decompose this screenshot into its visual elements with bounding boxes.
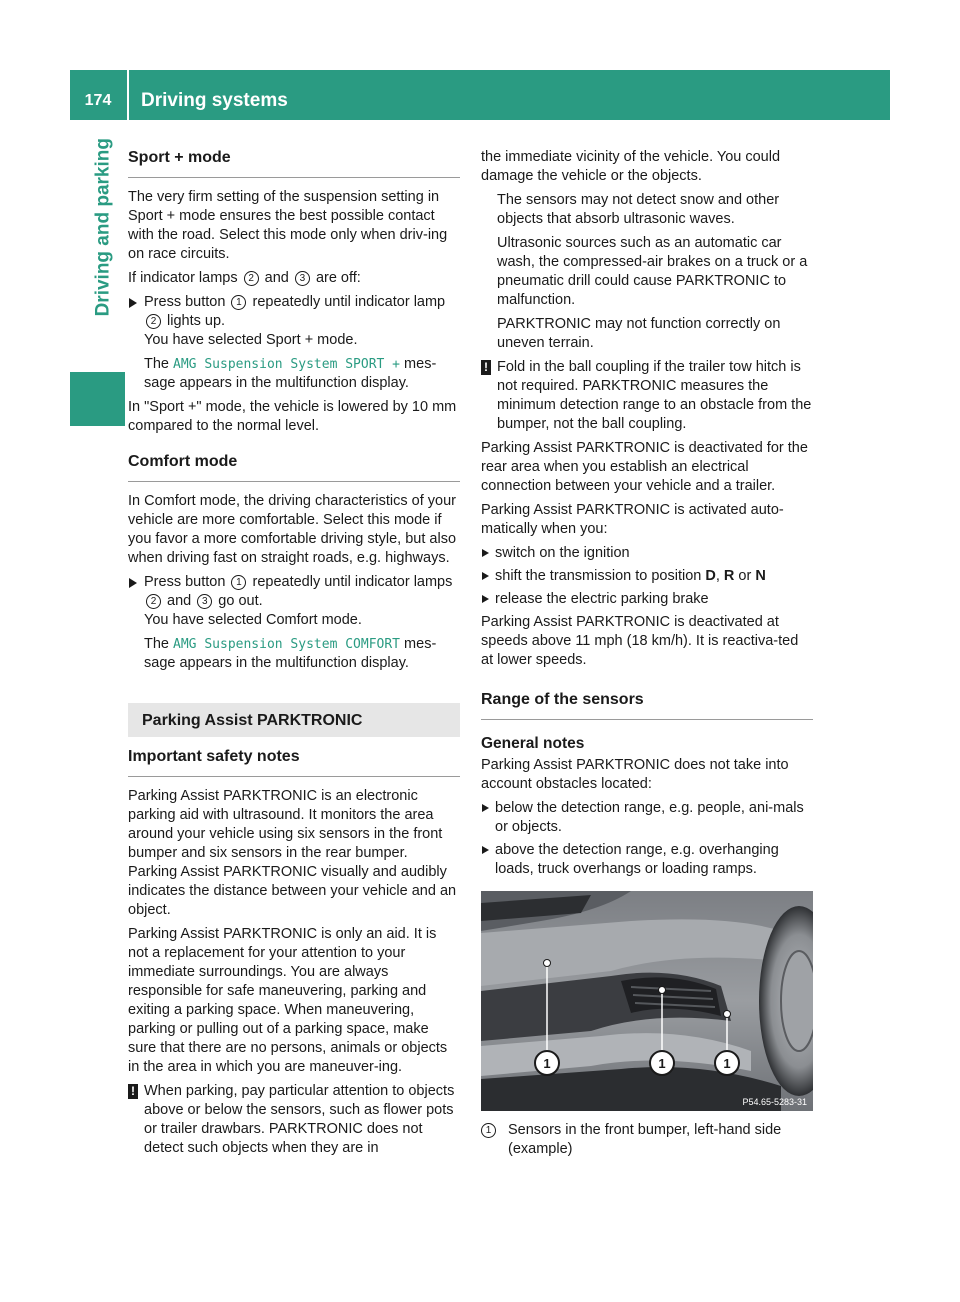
left-column	[128, 148, 460, 1163]
parktronic-section-band: Parking Assist PARKTRONIC	[128, 703, 460, 737]
safety-notes-p1: Parking Assist PARKTRONIC is an electronic parking aid with ultrasound. It monitors the area around your vehicle using six sensors in the front bumper and six sensors in the rear bumper. Parking Assist PARKTRONIC visually and audibly indicates the distance between your vehicle and an object.	[128, 788, 457, 918]
callout-1-icon: 1	[481, 1123, 496, 1138]
sport-mode-heading: Sport + mode	[128, 148, 460, 178]
warning-text: When parking, pay particular attention to objects above or below the sensors, such as flower pots or trailer drawbars. PARKTRONIC does not detect such objects when they are in	[144, 1083, 455, 1156]
speed-note: Parking Assist PARKTRONIC is deactivated at speeds above 11 mph (18 km/h). It is reactiva-ted at lower speeds.	[481, 614, 799, 668]
figure-code: P54.65-5283-31	[742, 1097, 807, 1107]
text: mes-sage appears in the multifunction display.	[144, 636, 437, 671]
comfort-mode-description: In Comfort mode, the driving characteristics of your vehicle are more comfortable. Select this mode if you favor a more comfortable driving style, but also when driving fast on straight roads, e.g. highways.	[128, 493, 457, 566]
text: and	[264, 270, 289, 286]
text: The	[144, 636, 169, 652]
safety-warning	[128, 1082, 460, 1158]
page-number: 174	[84, 92, 112, 109]
callout-1-icon: 1	[231, 295, 246, 310]
text: repeatedly until indicator lamps	[252, 574, 453, 590]
callout-1-badge	[535, 1051, 559, 1075]
callout-1-badge	[650, 1051, 674, 1075]
text: mes-sage appears in the multifunction display.	[144, 356, 437, 391]
safety-notes-heading: Important safety notes	[128, 747, 460, 777]
bumper-sensor-photo	[481, 891, 813, 1111]
callout-3-icon: 3	[197, 594, 212, 609]
callout-3-icon: 3	[295, 271, 310, 286]
text: The	[144, 356, 169, 372]
page-header	[70, 70, 890, 120]
text: repeatedly until indicator lamp	[252, 294, 446, 310]
callout-1-icon: 1	[231, 575, 246, 590]
display-message: AMG Suspension System SPORT +	[173, 357, 401, 372]
list-item: release the electric parking brake	[481, 590, 813, 609]
callout-1-badge	[715, 1051, 739, 1075]
callout-2-icon: 2	[244, 271, 259, 286]
auto-activation: Parking Assist PARKTRONIC is activated auto-matically when you:	[481, 502, 784, 537]
comfort-mode-step	[128, 573, 460, 630]
text: and	[167, 593, 192, 609]
callout-label: 1	[723, 1056, 731, 1071]
caption-text: Sensors in the front bumper, left-hand side (example)	[508, 1122, 782, 1157]
list-item: switch on the ignition	[481, 544, 813, 563]
text: Press button	[144, 294, 226, 310]
callout-label: 1	[543, 1056, 551, 1071]
gear-d: D	[705, 568, 716, 584]
text: shift the transmission to position	[495, 568, 702, 584]
callout-2-icon: 2	[146, 594, 161, 609]
right-column	[481, 148, 813, 1159]
side-tab-text: Driving and parking	[92, 138, 113, 317]
terrain-note: PARKTRONIC may not function correctly on uneven terrain.	[497, 316, 781, 351]
trailer-deactivation: Parking Assist PARKTRONIC is deactivated for the rear area when you establish an electrical connection between your vehicle and a trailer.	[481, 440, 808, 494]
warning-text: Fold in the ball coupling if the trailer tow hitch is not required. PARKTRONIC measures the minimum detection range to an obstacle from the bumper, not the ball coupling.	[497, 359, 812, 432]
list-item: below the detection range, e.g. people, ani-mals or objects.	[481, 799, 813, 837]
warning-icon: !	[128, 1084, 138, 1099]
sensor-dot	[544, 960, 551, 967]
ultrasonic-note: Ultrasonic sources such as an automatic car wash, the compressed-air brakes on a truck or a pneumatic drill could cause PARKTRONIC to malfunction.	[497, 235, 808, 308]
sensor-dot	[659, 987, 666, 994]
vicinity-text: the immediate vicinity of the vehicle. You could damage the vehicle or the objects.	[481, 149, 781, 184]
range-heading: Range of the sensors	[481, 690, 813, 720]
text: or	[738, 568, 752, 584]
gear-r: R	[723, 568, 735, 584]
ball-coupling-warning	[481, 358, 813, 434]
text: lights up.	[167, 313, 226, 329]
sport-mode-description: The very firm setting of the suspension setting in Sport + mode ensures the best possible contact with the road. Select this mode only when driv-ing on race circuits.	[128, 189, 448, 262]
warning-icon: !	[481, 360, 491, 375]
text: go out.	[218, 593, 263, 609]
list-item: above the detection range, e.g. overhanging loads, truck overhangs or loading ramps.	[481, 841, 813, 879]
header-title: Driving systems	[141, 90, 288, 111]
snow-note: The sensors may not detect snow and other objects that absorb ultrasonic waves.	[497, 192, 780, 227]
safety-notes-p2: Parking Assist PARKTRONIC is only an aid. It is not a replacement for your attention to your immediate surroundings. You are always responsible for safe maneuvering, parking and exiting a parking space. When maneuvering, parking or pulling out of a parking space, make sure that there are no persons, animals or objects in the area in which you are maneuver-ing.	[128, 926, 448, 1075]
step-result: You have selected Comfort mode.	[144, 612, 362, 628]
header-divider	[127, 70, 129, 120]
callout-2-icon: 2	[146, 314, 161, 329]
text: are off:	[315, 270, 361, 286]
gear-n: N	[755, 568, 766, 584]
sport-mode-lowered: In "Sport +" mode, the vehicle is lowered by 10 mm compared to the normal level.	[128, 399, 457, 434]
text: If indicator lamps	[128, 270, 238, 286]
general-notes-text: Parking Assist PARKTRONIC does not take into account obstacles located:	[481, 757, 789, 792]
comfort-mode-heading: Comfort mode	[128, 452, 460, 482]
side-tab-label	[84, 138, 112, 348]
text: ,	[715, 568, 720, 584]
step-result: You have selected Sport + mode.	[144, 332, 358, 348]
general-notes-heading: General notes	[481, 735, 585, 752]
comfort-mode-message	[128, 635, 460, 673]
display-message: AMG Suspension System COMFORT	[173, 637, 401, 652]
text: Press button	[144, 574, 226, 590]
bumper-illustration	[481, 891, 813, 1111]
list-item	[481, 567, 813, 586]
side-tab-block	[70, 372, 125, 426]
figure-caption	[481, 1121, 813, 1159]
sport-mode-condition	[128, 269, 460, 288]
callout-label: 1	[658, 1056, 666, 1071]
sport-mode-step	[128, 293, 460, 350]
sensor-dot	[724, 1011, 731, 1018]
sport-mode-message	[128, 355, 460, 393]
